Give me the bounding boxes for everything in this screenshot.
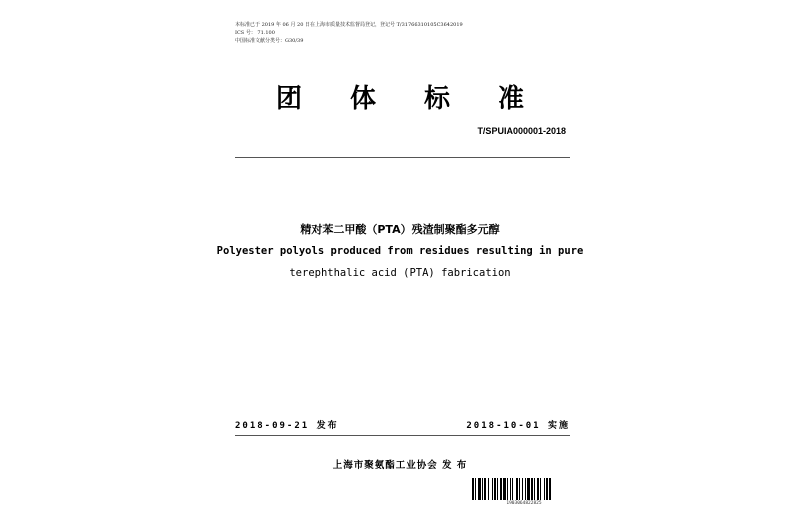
document-type-title: 团体标准 <box>275 84 572 114</box>
barcode-number: 1903064822825 <box>506 501 542 506</box>
barcode-bars <box>472 478 576 500</box>
barcode-bar <box>546 478 548 500</box>
implement-date: 2018-10-01 实施 <box>466 421 570 431</box>
barcode-bar <box>516 478 518 500</box>
barcode-bar <box>540 478 541 500</box>
document-page <box>210 0 590 514</box>
publish-date: 2018-09-21 发布 <box>235 421 339 431</box>
barcode-bar <box>488 478 489 500</box>
barcode-bar <box>537 478 539 500</box>
ics-number: ICS 号： 71.100 <box>235 30 275 36</box>
barcode-bar <box>534 478 535 500</box>
barcode-bar <box>512 478 513 500</box>
barcode-bar <box>482 478 483 500</box>
barcode-bar <box>522 478 523 500</box>
barcode-bar <box>549 478 551 500</box>
barcode-bar <box>484 478 486 500</box>
classification-number: 中国标准文献分类号：G30/39 <box>235 38 304 44</box>
barcode-bar <box>519 478 520 500</box>
barcode-bar <box>494 478 496 500</box>
footer-divider <box>235 435 570 436</box>
header-divider <box>235 157 570 158</box>
barcode-bar <box>525 478 526 500</box>
barcode <box>472 478 576 508</box>
english-title-line-2: terephthalic acid (PTA) fabrication <box>289 267 511 279</box>
issuing-organization: 上海市聚氨酯工业协会 发 布 <box>332 460 468 471</box>
barcode-bar <box>472 478 474 500</box>
barcode-bar <box>475 478 476 500</box>
standard-code: T/SPUIA000001-2018 <box>477 126 566 136</box>
barcode-bar <box>497 478 498 500</box>
barcode-bar <box>544 478 545 500</box>
barcode-bar <box>510 478 511 500</box>
registration-line: 本标准已于 2019 年 06 月 20 日在上海市质量技术监督局登记，登记号 T/31766310105C3642019 <box>235 22 463 28</box>
barcode-bar <box>527 478 530 500</box>
registration-info <box>235 21 463 45</box>
standard-name-english <box>210 240 590 284</box>
barcode-bar <box>507 478 508 500</box>
standard-name-chinese: 精对苯二甲酸（PTA）残渣制聚酯多元醇 <box>300 223 500 236</box>
barcode-bar <box>500 478 502 500</box>
barcode-bar <box>531 478 533 500</box>
barcode-bar <box>478 478 481 500</box>
barcode-bar <box>503 478 506 500</box>
barcode-bar <box>492 478 493 500</box>
english-title-line-1: Polyester polyols produced from residues resulting in pure <box>216 245 584 257</box>
